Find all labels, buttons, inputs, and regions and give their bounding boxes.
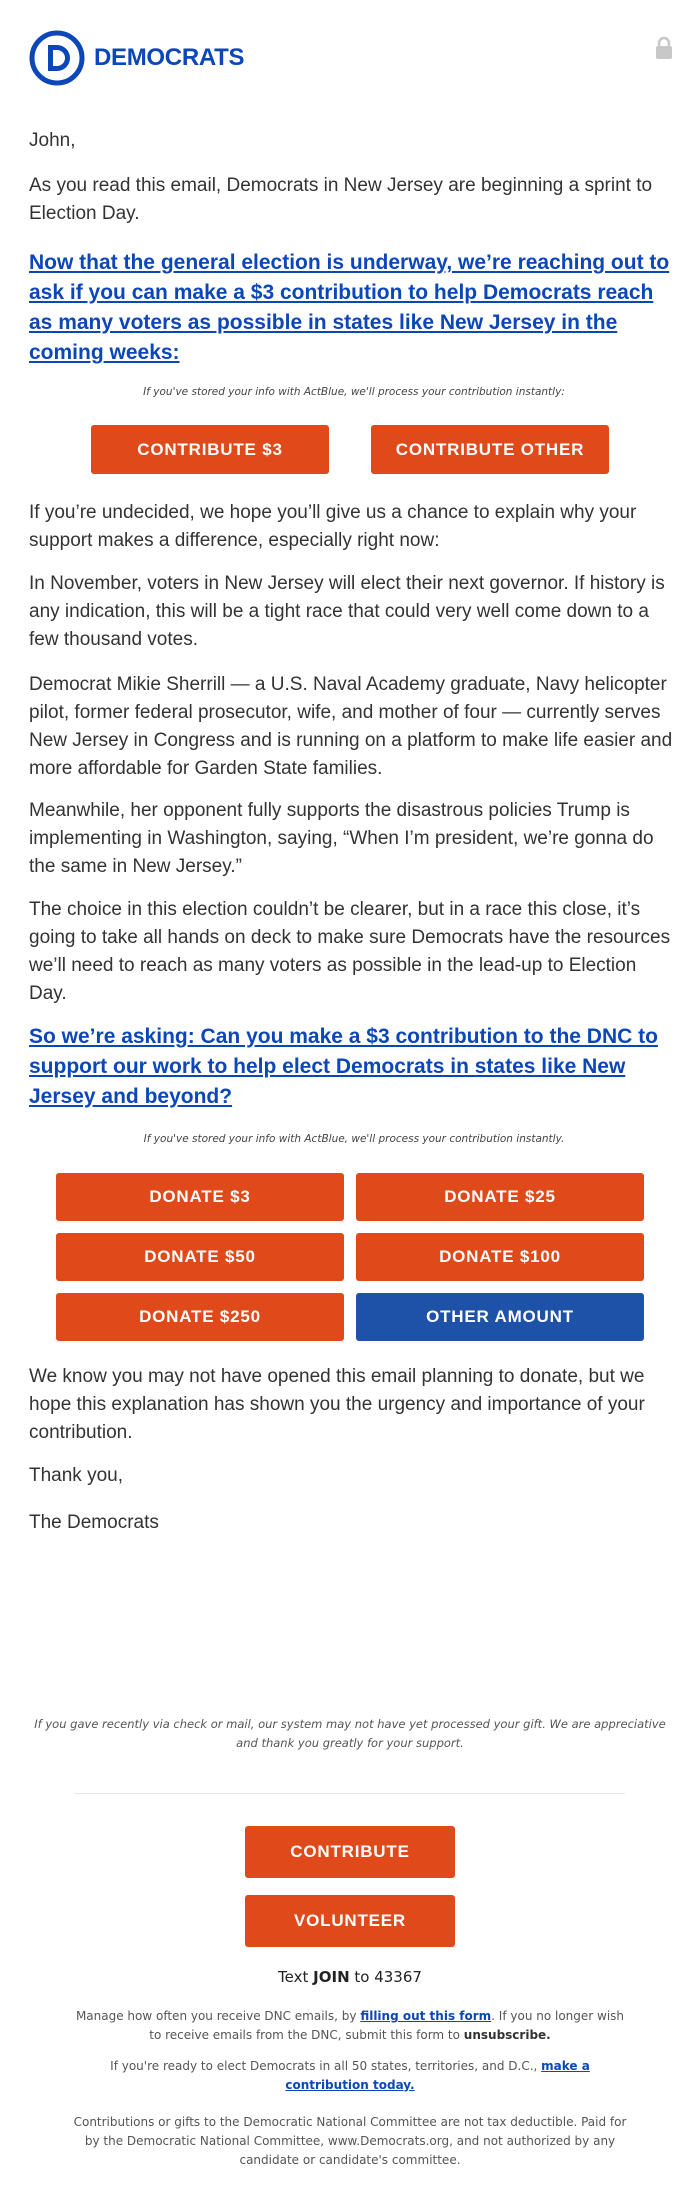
donate-50-button[interactable]: DONATE $50: [56, 1233, 344, 1281]
contribute-other-button[interactable]: CONTRIBUTE OTHER: [371, 425, 609, 474]
disclaimer: Contributions or gifts to the Democratic National Committee are not tax deductible. Paid for by the Democratic National Committee, www.Democrats.org, and not authorized by any candidate or candidate's committee.: [73, 2115, 627, 2167]
footer-contribute-button[interactable]: CONTRIBUTE: [245, 1826, 455, 1878]
join-keyword: JOIN: [313, 1968, 350, 1986]
footer-volunteer-button[interactable]: VOLUNTEER: [245, 1895, 455, 1947]
closing-paragraph: We know you may not have opened this email planning to donate, but we hope this explanation has shown you the urgency and importance of your contribution.: [29, 1366, 645, 1443]
donate-25-button[interactable]: DONATE $25: [356, 1173, 644, 1221]
undecided-paragraph: If you’re undecided, we hope you’ll give us a chance to explain why your support makes a difference, especially right now:: [29, 502, 637, 551]
intro-paragraph: As you read this email, Democrats in New Jersey are beginning a sprint to Election Day.: [29, 175, 653, 224]
actblue-note-2: If you've stored your info with ActBlue, we'll process your contribution instantly.: [143, 1133, 565, 1145]
lock-icon: [655, 36, 673, 60]
choice-paragraph: The choice in this election couldn’t be clearer, but in a race this close, it’s going to take all hands on deck to make sure Democrats have the resources we’ll need to reach as many voters as possible in the lead-up to Election Day.: [29, 899, 671, 1004]
thanks-line: Thank you,: [29, 1465, 123, 1486]
contribute-3-button[interactable]: CONTRIBUTE $3: [91, 425, 329, 474]
donate-3-button[interactable]: DONATE $3: [56, 1173, 344, 1221]
text-prefix: Text: [278, 1968, 314, 1986]
ready-prefix: If you're ready to elect Democrats in all 50 states, territories, and D.C.,: [110, 2059, 542, 2073]
donate-250-button[interactable]: DONATE $250: [56, 1293, 344, 1341]
democrats-d-logo-icon: [29, 30, 85, 86]
dnc-ask-link[interactable]: So we’re asking: Can you make a $3 contribution to the DNC to support our work to help elect Democrats in states like New Jersey and beyond?: [29, 1025, 658, 1108]
opponent-paragraph: Meanwhile, her opponent fully supports the disastrous policies Trump is implementing in Washington, saying, “When I’m president, we’re gonna do the same in New Jersey.”: [29, 800, 654, 877]
greeting: John,: [29, 130, 76, 151]
email-header: [0, 0, 700, 120]
actblue-note: If you've stored your info with ActBlue, we'll process your contribution instantly:: [143, 386, 565, 398]
gift-processing-note: If you gave recently via check or mail, our system may not have yet processed your gift. We are appreciative and thank you greatly for your support.: [34, 1717, 666, 1750]
unsubscribe-link[interactable]: unsubscribe.: [463, 2028, 551, 2042]
other-amount-button[interactable]: OTHER AMOUNT: [356, 1293, 644, 1341]
text-suffix: to 43367: [349, 1968, 422, 1986]
ready-to-elect-text: [70, 2057, 630, 2095]
footer-divider: [75, 1793, 625, 1794]
signature: The Democrats: [29, 1512, 159, 1533]
manage-prefix: Manage how often you receive DNC emails, by: [75, 2009, 361, 2023]
brand-name: DEMOCRATS: [94, 44, 245, 71]
make-contribution-link[interactable]: make a contribution today.: [285, 2059, 590, 2092]
manage-form-link[interactable]: filling out this form: [360, 2009, 492, 2023]
democrats-logo[interactable]: [29, 30, 244, 86]
contribution-ask-link[interactable]: Now that the general election is underway, we’re reaching out to ask if you can make a $3 contribution to help Democrats reach as many voters as possible in states like New Jersey in the coming weeks:: [29, 251, 670, 364]
manage-middle: . If you no longer wish to receive emails from the DNC, submit this form to: [149, 2009, 625, 2042]
governor-race-paragraph: In November, voters in New Jersey will elect their next governor. If history is any indication, this will be a tight race that could very well come down to a few thousand votes.: [29, 573, 665, 650]
candidate-paragraph: Democrat Mikie Sherrill — a U.S. Naval Academy graduate, Navy helicopter pilot, former federal prosecutor, wife, and mother of four — currently serves New Jersey in Congress and is running on a platform to make life easier and more affordable for Garden State families.: [29, 674, 673, 779]
manage-emails-text: [70, 2007, 630, 2045]
donate-100-button[interactable]: DONATE $100: [356, 1233, 644, 1281]
text-join-line: [0, 1968, 700, 1986]
